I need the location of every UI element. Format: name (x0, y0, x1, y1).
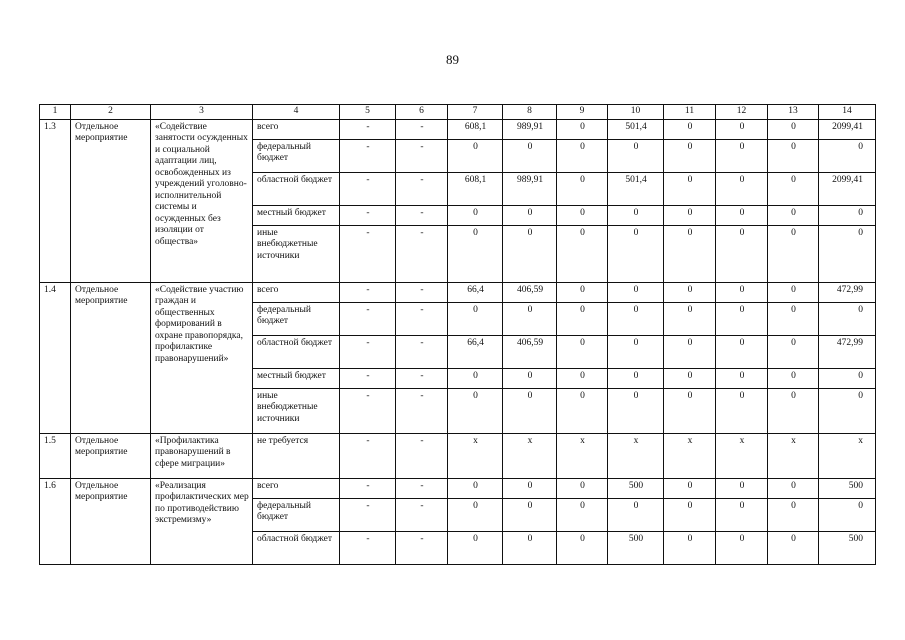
value-cell: 500 (608, 478, 664, 498)
funding-source: местный бюджет (253, 205, 340, 225)
value-cell: 0 (503, 225, 557, 282)
value-cell: 0 (768, 368, 819, 388)
value-cell: - (340, 172, 396, 205)
value-cell: - (340, 335, 396, 368)
value-cell: 0 (716, 282, 768, 302)
value-cell: 472,99 (819, 282, 876, 302)
value-cell: 0 (608, 282, 664, 302)
value-cell: 0 (716, 531, 768, 564)
value-cell: 0 (608, 388, 664, 433)
value-cell: 0 (608, 335, 664, 368)
value-cell: 0 (819, 368, 876, 388)
value-cell: - (396, 335, 448, 368)
value-cell: - (396, 433, 448, 478)
column-header: 5 (340, 105, 396, 120)
value-cell: - (340, 302, 396, 335)
value-cell: 406,59 (503, 335, 557, 368)
column-header: 11 (664, 105, 716, 120)
value-cell: 66,4 (448, 282, 503, 302)
value-cell: 0 (768, 139, 819, 172)
value-cell: x (664, 433, 716, 478)
value-cell: 0 (819, 225, 876, 282)
value-cell: 0 (716, 335, 768, 368)
value-cell: - (396, 225, 448, 282)
page-number: 89 (446, 52, 459, 67)
value-cell: 0 (768, 225, 819, 282)
value-cell: 0 (819, 139, 876, 172)
value-cell: 501,4 (608, 172, 664, 205)
value-cell: 0 (664, 225, 716, 282)
value-cell: 0 (768, 172, 819, 205)
item-type: Отдельное мероприятие (71, 119, 151, 282)
table-row (40, 478, 876, 498)
value-cell: 989,91 (503, 172, 557, 205)
value-cell: 0 (768, 119, 819, 139)
value-cell: 472,99 (819, 335, 876, 368)
value-cell: 0 (716, 119, 768, 139)
value-cell: 0 (664, 368, 716, 388)
value-cell: - (396, 119, 448, 139)
value-cell: 500 (819, 478, 876, 498)
value-cell: 0 (664, 388, 716, 433)
value-cell: - (396, 139, 448, 172)
value-cell: 0 (664, 119, 716, 139)
item-type: Отдельное мероприятие (71, 282, 151, 433)
value-cell: - (340, 498, 396, 531)
value-cell: 0 (664, 478, 716, 498)
value-cell: 0 (448, 302, 503, 335)
value-cell: 0 (503, 498, 557, 531)
value-cell: 0 (608, 302, 664, 335)
value-cell: 0 (716, 225, 768, 282)
item-name: «Профилактика правонарушений в сфере миграции» (151, 433, 253, 478)
column-header: 12 (716, 105, 768, 120)
funding-source: областной бюджет (253, 531, 340, 564)
item-name: «Содействие участию граждан и общественных формирований в охране правопорядка, профилактике правонарушений» (151, 282, 253, 433)
value-cell: 0 (768, 282, 819, 302)
value-cell: 0 (448, 205, 503, 225)
column-header: 1 (40, 105, 71, 120)
value-cell: - (396, 205, 448, 225)
value-cell: 0 (716, 498, 768, 531)
value-cell: - (340, 225, 396, 282)
value-cell: 0 (503, 388, 557, 433)
item-type: Отдельное мероприятие (71, 478, 151, 564)
value-cell: 0 (448, 388, 503, 433)
column-header: 8 (503, 105, 557, 120)
value-cell: x (608, 433, 664, 478)
value-cell: 0 (664, 139, 716, 172)
item-number: 1.5 (40, 433, 71, 478)
funding-source: всего (253, 282, 340, 302)
value-cell: - (340, 388, 396, 433)
value-cell: 0 (503, 139, 557, 172)
value-cell: 66,4 (448, 335, 503, 368)
table-row (40, 119, 876, 139)
value-cell: - (340, 531, 396, 564)
value-cell: - (340, 368, 396, 388)
value-cell: - (340, 433, 396, 478)
funding-source: иные внебюджетные источники (253, 388, 340, 433)
value-cell: 0 (557, 498, 608, 531)
value-cell: 0 (664, 335, 716, 368)
value-cell: - (396, 282, 448, 302)
value-cell: 0 (819, 498, 876, 531)
value-cell: 0 (503, 478, 557, 498)
column-header: 10 (608, 105, 664, 120)
value-cell: - (396, 478, 448, 498)
funding-source: областной бюджет (253, 172, 340, 205)
value-cell: 0 (608, 205, 664, 225)
value-cell: - (340, 119, 396, 139)
value-cell: 0 (557, 368, 608, 388)
value-cell: 0 (716, 172, 768, 205)
value-cell: 0 (557, 225, 608, 282)
item-type: Отдельное мероприятие (71, 433, 151, 478)
value-cell: 501,4 (608, 119, 664, 139)
value-cell: 0 (819, 302, 876, 335)
value-cell: 0 (716, 302, 768, 335)
item-name: «Содействие занятости осужденных и социальной адаптации лиц, освобожденных из учреждений уголовно-исполнительной системы и осужденных без изоляции от общества» (151, 119, 253, 282)
value-cell: 2099,41 (819, 172, 876, 205)
funding-source: иные внебюджетные источники (253, 225, 340, 282)
value-cell: - (340, 139, 396, 172)
item-number: 1.6 (40, 478, 71, 564)
value-cell: 0 (557, 282, 608, 302)
value-cell: 2099,41 (819, 119, 876, 139)
value-cell: 0 (608, 368, 664, 388)
value-cell: 989,91 (503, 119, 557, 139)
value-cell: 0 (503, 302, 557, 335)
column-header: 13 (768, 105, 819, 120)
column-header: 9 (557, 105, 608, 120)
value-cell: 0 (716, 205, 768, 225)
value-cell: 0 (557, 139, 608, 172)
value-cell: 608,1 (448, 119, 503, 139)
value-cell: 0 (768, 478, 819, 498)
value-cell: 0 (557, 531, 608, 564)
value-cell: 0 (664, 205, 716, 225)
value-cell: 0 (664, 531, 716, 564)
value-cell: 608,1 (448, 172, 503, 205)
value-cell: - (396, 388, 448, 433)
value-cell: 0 (448, 139, 503, 172)
value-cell: 0 (503, 205, 557, 225)
funding-source: всего (253, 478, 340, 498)
value-cell: - (396, 368, 448, 388)
item-number: 1.4 (40, 282, 71, 433)
value-cell: - (396, 302, 448, 335)
value-cell: 0 (448, 531, 503, 564)
value-cell: 500 (608, 531, 664, 564)
value-cell: - (340, 205, 396, 225)
item-name: «Реализация профилактических мер по противодействию экстремизму» (151, 478, 253, 564)
item-number: 1.3 (40, 119, 71, 282)
value-cell: 0 (557, 388, 608, 433)
table-header-row (40, 105, 876, 120)
value-cell: 0 (664, 282, 716, 302)
value-cell: 0 (768, 388, 819, 433)
value-cell: x (448, 433, 503, 478)
value-cell: 0 (503, 531, 557, 564)
value-cell: 0 (448, 478, 503, 498)
value-cell: 0 (768, 302, 819, 335)
value-cell: 0 (819, 205, 876, 225)
funding-source: не требуется (253, 433, 340, 478)
column-header: 14 (819, 105, 876, 120)
value-cell: - (340, 478, 396, 498)
value-cell: x (819, 433, 876, 478)
table-row (40, 282, 876, 302)
value-cell: 0 (503, 368, 557, 388)
value-cell: 0 (819, 388, 876, 433)
value-cell: - (340, 282, 396, 302)
value-cell: 0 (716, 368, 768, 388)
value-cell: 0 (768, 498, 819, 531)
value-cell: 0 (716, 388, 768, 433)
column-header: 2 (71, 105, 151, 120)
value-cell: 0 (608, 498, 664, 531)
funding-source: местный бюджет (253, 368, 340, 388)
value-cell: 0 (448, 368, 503, 388)
column-header: 7 (448, 105, 503, 120)
value-cell: 0 (557, 478, 608, 498)
value-cell: x (768, 433, 819, 478)
value-cell: 0 (716, 139, 768, 172)
value-cell: - (396, 498, 448, 531)
funding-source: федеральный бюджет (253, 139, 340, 172)
funding-source: областной бюджет (253, 335, 340, 368)
value-cell: 0 (557, 172, 608, 205)
value-cell: - (396, 172, 448, 205)
value-cell: x (716, 433, 768, 478)
column-header: 6 (396, 105, 448, 120)
value-cell: 0 (557, 335, 608, 368)
value-cell: 0 (557, 205, 608, 225)
value-cell: 0 (608, 139, 664, 172)
value-cell: x (503, 433, 557, 478)
value-cell: 0 (557, 119, 608, 139)
value-cell: 0 (557, 302, 608, 335)
value-cell: 406,59 (503, 282, 557, 302)
value-cell: 500 (819, 531, 876, 564)
value-cell: 0 (664, 302, 716, 335)
funding-source: федеральный бюджет (253, 498, 340, 531)
funding-source: всего (253, 119, 340, 139)
value-cell: 0 (448, 225, 503, 282)
value-cell: - (396, 531, 448, 564)
value-cell: 0 (716, 478, 768, 498)
value-cell: 0 (664, 172, 716, 205)
value-cell: x (557, 433, 608, 478)
value-cell: 0 (768, 335, 819, 368)
value-cell: 0 (608, 225, 664, 282)
column-header: 4 (253, 105, 340, 120)
value-cell: 0 (448, 498, 503, 531)
value-cell: 0 (664, 498, 716, 531)
table-row (40, 433, 876, 478)
budget-table (39, 104, 876, 565)
value-cell: 0 (768, 205, 819, 225)
funding-source: федеральный бюджет (253, 302, 340, 335)
value-cell: 0 (768, 531, 819, 564)
column-header: 3 (151, 105, 253, 120)
